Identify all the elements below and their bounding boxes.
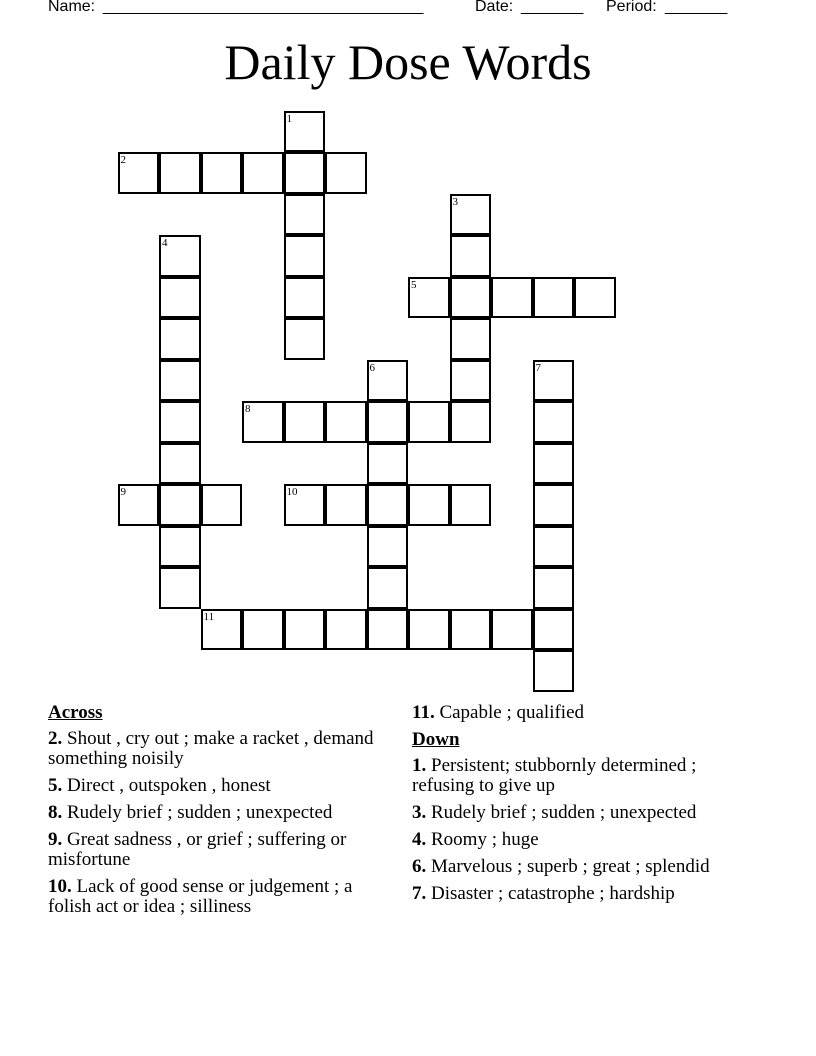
clue-number: 7 (535, 361, 541, 374)
crossword-cell[interactable] (367, 443, 409, 485)
crossword-cell[interactable] (118, 152, 160, 194)
down-clues (412, 703, 762, 911)
crossword-cell[interactable] (367, 609, 409, 651)
crossword-cell[interactable] (159, 318, 201, 360)
clue-number: 11 (203, 610, 215, 623)
crossword-cell[interactable] (533, 484, 575, 526)
crossword-cell[interactable] (325, 152, 367, 194)
crossword-cell[interactable] (533, 526, 575, 568)
crossword-cell[interactable] (533, 609, 575, 651)
clue-number: 8 (245, 403, 251, 415)
across-clues (48, 703, 393, 924)
across-clue: 5. Direct , outspoken , honest (48, 775, 271, 796)
crossword-cell[interactable] (159, 567, 201, 609)
crossword-cell[interactable] (159, 360, 201, 402)
clue-number: 9 (120, 486, 126, 498)
clue-number: 1 (286, 112, 292, 125)
name-blank[interactable]: ____________________________________ (103, 0, 424, 15)
crossword-cell[interactable] (408, 277, 450, 319)
crossword-cell[interactable] (367, 401, 409, 443)
crossword-cell[interactable] (367, 567, 409, 609)
crossword-cell[interactable] (159, 235, 201, 277)
crossword-cell[interactable] (284, 318, 326, 360)
crossword-cell[interactable] (242, 609, 284, 651)
crossword-cell[interactable] (450, 401, 492, 443)
crossword-cell[interactable] (533, 277, 575, 319)
crossword-cell[interactable] (325, 401, 367, 443)
across-clue: 9. Great sadness , or grief ; suffering or misfortune (48, 829, 347, 870)
crossword-cell[interactable] (159, 401, 201, 443)
crossword-cell[interactable] (450, 484, 492, 526)
across-clue: 2. Shout , cry out ; make a racket , demand something noisily (48, 728, 374, 769)
crossword-cell[interactable] (533, 650, 575, 692)
crossword-cell[interactable] (201, 484, 243, 526)
crossword-cell[interactable] (367, 526, 409, 568)
down-clue: 3. Rudely brief ; sudden ; unexpected (412, 802, 697, 823)
down-heading: Down (412, 729, 460, 750)
clue-number: 4 (162, 237, 168, 249)
crossword-cell[interactable] (159, 277, 201, 319)
crossword-cell[interactable] (533, 401, 575, 443)
crossword-cell[interactable] (118, 484, 160, 526)
crossword-cell[interactable] (159, 526, 201, 568)
clue-number: 5 (411, 278, 417, 291)
clue-number: 10 (286, 486, 298, 498)
crossword-cell[interactable] (284, 152, 326, 194)
period-label: Period: (606, 0, 657, 15)
date-label: Date: (475, 0, 514, 15)
crossword-cell[interactable] (491, 609, 533, 651)
crossword-cell[interactable] (284, 609, 326, 651)
down-clue: 4. Roomy ; huge (412, 829, 539, 850)
clue-number: 2 (120, 154, 126, 166)
crossword-cell[interactable] (159, 484, 201, 526)
crossword-cell[interactable] (284, 401, 326, 443)
down-clue: 1. Persistent; stubbornly determined ; refusing to give up (412, 755, 697, 796)
crossword-cell[interactable] (574, 277, 616, 319)
crossword-cell[interactable] (450, 235, 492, 277)
name-label: Name: (48, 0, 96, 15)
crossword-cell[interactable] (450, 194, 492, 236)
date-blank[interactable]: _______ (521, 0, 584, 15)
crossword-cell[interactable] (533, 567, 575, 609)
crossword-cell[interactable] (201, 609, 243, 651)
crossword-cell[interactable] (450, 609, 492, 651)
crossword-cell[interactable] (242, 401, 284, 443)
crossword-cell[interactable] (159, 152, 201, 194)
across-heading: Across (48, 702, 103, 723)
across-clue: 11. Capable ; qualified (412, 702, 585, 723)
crossword-cell[interactable] (491, 277, 533, 319)
crossword-cell[interactable] (325, 484, 367, 526)
crossword-cell[interactable] (242, 152, 284, 194)
down-clue: 7. Disaster ; catastrophe ; hardship (412, 883, 675, 904)
crossword-cell[interactable] (284, 277, 326, 319)
crossword-cell[interactable] (450, 277, 492, 319)
period-blank[interactable]: _______ (665, 0, 728, 15)
clue-number: 6 (369, 361, 375, 374)
across-clue: 8. Rudely brief ; sudden ; unexpected (48, 802, 333, 823)
across-clue: 10. Lack of good sense or judgement ; a folish act or idea ; silliness (48, 876, 353, 917)
crossword-cell[interactable] (284, 111, 326, 153)
crossword-cell[interactable] (284, 484, 326, 526)
crossword-cell[interactable] (325, 609, 367, 651)
crossword-cell[interactable] (408, 609, 450, 651)
crossword-cell[interactable] (450, 360, 492, 402)
crossword-cell[interactable] (533, 443, 575, 485)
crossword-cell[interactable] (284, 235, 326, 277)
crossword-cell[interactable] (408, 484, 450, 526)
crossword-cell[interactable] (367, 484, 409, 526)
crossword-cell[interactable] (201, 152, 243, 194)
crossword-cell[interactable] (408, 401, 450, 443)
page-title: Daily Dose Words (224, 34, 592, 90)
clue-number: 3 (452, 195, 458, 208)
crossword-cell[interactable] (450, 318, 492, 360)
crossword-cell[interactable] (284, 194, 326, 236)
crossword-cell[interactable] (159, 443, 201, 485)
down-clue: 6. Marvelous ; superb ; great ; splendid (412, 856, 710, 877)
crossword-cell[interactable] (533, 360, 575, 402)
crossword-cell[interactable] (367, 360, 409, 402)
